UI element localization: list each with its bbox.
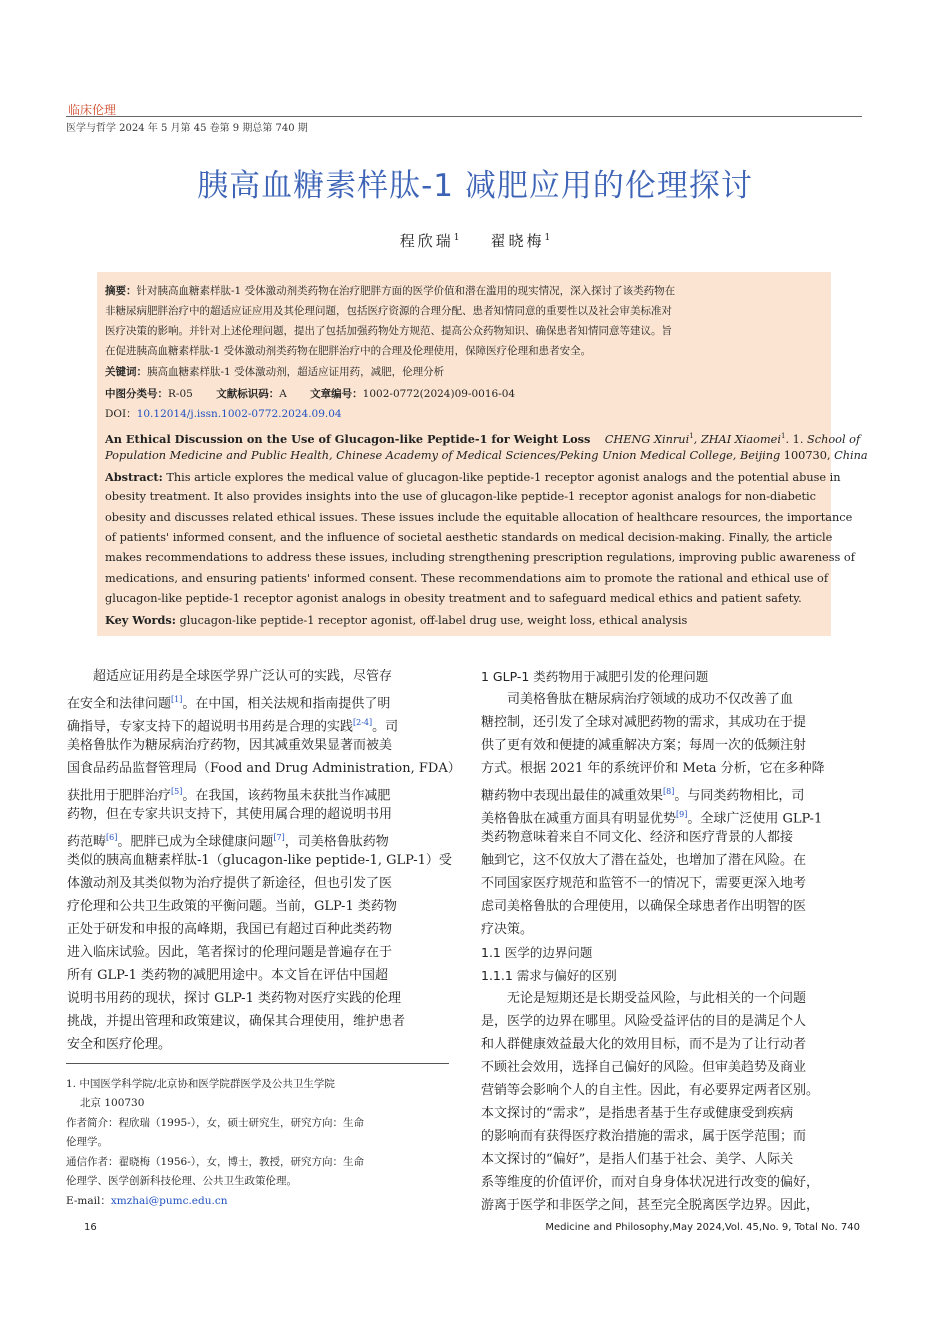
english-postcode: 100730, xyxy=(780,449,835,462)
section-heading: 1 GLP-1 类药物用于减肥引发的伦理问题 xyxy=(481,669,709,684)
author-affil: 1 xyxy=(453,233,460,243)
keywords-line xyxy=(105,362,823,382)
doi-label: DOI： xyxy=(105,408,137,420)
body-line: 本文探讨的“偏好”，是指人们基于社会、美学、人际关 xyxy=(481,1152,794,1167)
footer-journal: Medicine and Philosophy,May 2024,Vol. 45,No. 9, Total No. 740 xyxy=(545,1222,860,1233)
body-line: 疗决策。 xyxy=(481,922,534,937)
body-line: 国食品药品监督管理局（Food and Drug Administration, FDA） xyxy=(67,761,461,776)
author-name: 翟晓梅 xyxy=(490,232,545,250)
body-line: 美格鲁肽作为糖尿病治疗药物，因其减重效果显著而被美 xyxy=(67,738,393,753)
body-line: 司美格鲁肽在糖尿病治疗领域的成功不仅改善了血 xyxy=(507,692,794,707)
subsubsection-heading: 1.1.1 需求与偏好的区别 xyxy=(481,968,617,983)
article-no-label: 文章编号： xyxy=(310,388,363,400)
english-abstract-line: makes recommendations to address these issues, including strengthening prescription regulations, improving public awareness of xyxy=(105,551,855,564)
body-line: 药物，但在专家共识支持下，其使用属合理的超说明书用 xyxy=(67,807,393,822)
body-line: 挑战，并提出管理和政策建议，确保其合理使用，维护患者 xyxy=(67,1014,406,1029)
article-no-value: 1002-0772(2024)09-0016-04 xyxy=(362,388,516,400)
body-line: 确指导，专家支持下的超说明书用药是合理的实践[2-4]。司 xyxy=(67,718,399,735)
footnote-author-intro: 伦理学。 xyxy=(66,1136,108,1148)
body-line: 游离于医学和非医学之间，甚至完全脱离医学边界。因此， xyxy=(481,1198,820,1213)
clc-value: R-05 xyxy=(168,388,193,400)
english-abstract-line: glucagon-like peptide-1 receptor agonist analogs in obesity treatment and to safeguard medical ethics and patient safety. xyxy=(105,592,802,605)
email-label: E-mail： xyxy=(66,1195,111,1207)
english-affil: School of xyxy=(807,432,861,446)
abstract-line xyxy=(105,281,823,301)
english-author: CHENG Xinrui xyxy=(604,432,690,446)
footnote-corresponding: 伦理学、医学创新科技伦理、公共卫生政策伦理。 xyxy=(66,1175,297,1187)
citation-link[interactable]: [5] xyxy=(171,787,183,796)
article-title: 胰高血糖素样肽-1 减肥应用的伦理探讨 xyxy=(197,168,753,204)
body-line: 进入临床试验。因此，笔者探讨的伦理问题是普遍存在于 xyxy=(67,945,393,960)
body-line: 虑司美格鲁肽的合理使用，以确保全球患者作出明智的医 xyxy=(481,899,807,914)
english-country: China xyxy=(834,449,868,462)
body-line: 触到它，这不仅放大了潜在益处，也增加了潜在风险。在 xyxy=(481,853,807,868)
english-affil: Population Medicine and Public Health, Chinese Academy of Medical Sciences/Peking Union Medical College, Beijing xyxy=(105,449,781,462)
body-line: 系等维度的价值评价，而对自身身体状况进行改变的偏好， xyxy=(481,1175,820,1190)
page-number: 16 xyxy=(84,1222,97,1233)
body-line: 安全和医疗伦理。 xyxy=(67,1037,172,1052)
english-author-affil: 1 xyxy=(780,432,786,440)
author-name: 程欣瑞 xyxy=(399,232,454,250)
citation-link[interactable]: [6] xyxy=(106,833,118,842)
body-line: 供了更有效和便捷的减重解决方案；每周一次的低频注射 xyxy=(481,738,807,753)
keywords-label: 关键词： xyxy=(105,366,147,378)
footnote-affiliation: 北京 100730 xyxy=(80,1097,145,1109)
english-author-affil: 1 xyxy=(689,432,694,440)
journal-issue-line: 医学与哲学 2024 年 5 月第 45 卷第 9 期总第 740 期 xyxy=(66,123,308,134)
abstract-line: 非糖尿病肥胖治疗中的超适应证应用及其伦理问题，包括医疗资源的合理分配、患者知情同意的重要性以及社会审美标准对 xyxy=(105,305,672,317)
column-tag: 临床伦理 xyxy=(68,103,117,117)
english-abstract-line: obesity and discusses related ethical issues. These issues include the equitable allocation of healthcare resources, the importance xyxy=(105,511,853,524)
doc-code-value: A xyxy=(279,388,287,400)
abstract-text: 针对胰高血糖素样肽-1 受体激动剂类药物在治疗肥胖方面的医学价值和潜在滥用的现实情况，深入探讨了该类药物在 xyxy=(136,285,676,297)
body-line: 类药物意味着来自不同文化、经济和医疗背景的人都接 xyxy=(481,830,794,845)
body-line: 不同国家医疗规范和监管不一的情况下，需要更深入地考 xyxy=(481,876,807,891)
citation-link[interactable]: [1] xyxy=(171,695,183,704)
english-abstract-line: medications, and ensuring patients' informed consent. These recommendations aim to promote the rational and ethical use of xyxy=(105,572,829,585)
english-keywords: glucagon-like peptide-1 receptor agonist, off-label drug use, weight loss, ethical analysis xyxy=(179,614,688,627)
english-author: , ZHAI Xiaomei xyxy=(693,432,781,446)
clc-label: 中图分类号： xyxy=(105,388,168,400)
body-line: 超适应证用药是全球医学界广泛认可的实践，尽管存 xyxy=(93,669,393,684)
abstract-line: 在促进胰高血糖素样肽-1 受体激动剂类药物在肥胖治疗中的合理及伦理使用，保障医疗伦理和患者安全。 xyxy=(105,345,592,357)
doi-link[interactable]: 10.12014/j.issn.1002-0772.2024.09.04 xyxy=(136,408,342,420)
body-line: 类似的胰高血糖素样肽-1（glucagon-like peptide-1, GLP-1）受 xyxy=(67,853,452,868)
body-line: 正处于研发和申报的高峰期，我国已有超过百种此类药物 xyxy=(67,922,393,937)
body-line: 获批用于肥胖治疗[5]。在我国，该药物虽未获批当作减肥 xyxy=(67,787,391,804)
footnote-author-intro: 作者简介：程欣瑞（1995-），女，硕士研究生，研究方向：生命 xyxy=(66,1117,365,1129)
body-line: 不顾社会效用，选择自己偏好的风险。但审美趋势及商业 xyxy=(481,1060,807,1075)
body-line: 药范畴[6]。肥胖已成为全球健康问题[7]，司美格鲁肽药物 xyxy=(67,833,389,850)
footnote-affiliation: 1. 中国医学科学院/北京协和医学院群医学及公共卫生学院 xyxy=(66,1078,335,1090)
citation-link[interactable]: [2-4] xyxy=(353,718,373,727)
body-line: 本文探讨的“需求”，是指患者基于生存或健康受到疾病 xyxy=(481,1106,794,1121)
english-abstract-line xyxy=(105,467,841,488)
body-line: 体激动剂及其类似物为治疗提供了新途径，但也引发了医 xyxy=(67,876,393,891)
footnote-rule xyxy=(66,1063,449,1064)
author-line xyxy=(0,230,950,251)
citation-link[interactable]: [8] xyxy=(663,787,675,796)
english-affil-intro: . 1. xyxy=(785,432,808,446)
abstract-line: 医疗决策的影响。并针对上述伦理问题，提出了包括加强药物处方规范、提高公众药物知识、确保患者知情同意等建议。旨 xyxy=(105,325,672,337)
english-abstract-label: Abstract: xyxy=(105,470,163,484)
body-line: 糖药物中表现出最佳的减重效果[8]。与同类药物相比，司 xyxy=(481,787,805,804)
keywords-text: 胰高血糖素样肽-1 受体激动剂，超适应证用药，减肥，伦理分析 xyxy=(147,366,445,378)
citation-link[interactable]: [9] xyxy=(676,810,688,819)
subsection-heading: 1.1 医学的边界问题 xyxy=(481,945,593,960)
body-line: 所有 GLP-1 类药物的减肥用途中。本文旨在评估中国超 xyxy=(67,968,388,983)
english-abstract-line: of patients' informed consent, and the influence of societal aesthetic standards on medical decision-making. Finally, the article xyxy=(105,531,833,544)
body-line: 说明书用药的现状，探讨 GLP-1 类药物对医疗实践的伦理 xyxy=(67,991,401,1006)
citation-link[interactable]: [7] xyxy=(273,833,285,842)
english-affil-line xyxy=(105,446,868,466)
classification-line xyxy=(105,384,823,404)
body-line: 糖控制，还引发了全球对减肥药物的需求，其成功在于提 xyxy=(481,715,807,730)
abstract-box xyxy=(97,272,868,636)
english-abstract-text: This article explores the medical value of glucagon-like peptide-1 receptor agonist analogs and the potential abuse in xyxy=(166,471,841,484)
body-line: 在安全和法律问题[1]。在中国，相关法规和指南提供了明 xyxy=(67,695,391,712)
body-line: 的影响而有获得医疗救治措施的需求，属于医学范围；而 xyxy=(481,1129,807,1144)
doc-code-label: 文献标识码： xyxy=(216,388,280,400)
footnote-corresponding: 通信作者：翟晓梅（1956-），女，博士，教授，研究方向：生命 xyxy=(66,1156,365,1168)
body-line: 方式。根据 2021 年的系统评价和 Meta 分析，它在多种降 xyxy=(481,761,825,776)
email-link[interactable]: xmzhai@pumc.edu.cn xyxy=(110,1195,228,1207)
body-line: 美格鲁肽在减重方面具有明显优势[9]。全球广泛使用 GLP-1 xyxy=(481,810,823,827)
english-title: An Ethical Discussion on the Use of Glucagon-like Peptide-1 for Weight Loss xyxy=(105,431,591,446)
author-affil: 1 xyxy=(544,233,551,243)
abstract-label: 摘要： xyxy=(105,285,137,297)
body-line: 和人群健康效益最大化的效用目标，而不是为了让行动者 xyxy=(481,1037,807,1052)
header-rule xyxy=(66,116,862,117)
body-line: 无论是短期还是长期受益风险，与此相关的一个问题 xyxy=(507,991,807,1006)
english-keywords-label: Key Words: xyxy=(105,613,176,627)
doi-line xyxy=(105,404,823,424)
english-keywords-line xyxy=(105,610,823,631)
body-line: 疗伦理和公共卫生政策的平衡问题。当前，GLP-1 类药物 xyxy=(67,899,397,914)
footnote-email xyxy=(66,1192,450,1211)
body-line: 营销等会影响个人的自主性。因此，有必要界定两者区别。 xyxy=(481,1083,820,1098)
english-abstract-line: obesity treatment. It also provides insights into the use of glucagon-like peptide-1 receptor agonist analogs for non-diabetic xyxy=(105,490,816,503)
body-line: 是，医学的边界在哪里。风险受益评估的目的是满足个人 xyxy=(481,1014,807,1029)
